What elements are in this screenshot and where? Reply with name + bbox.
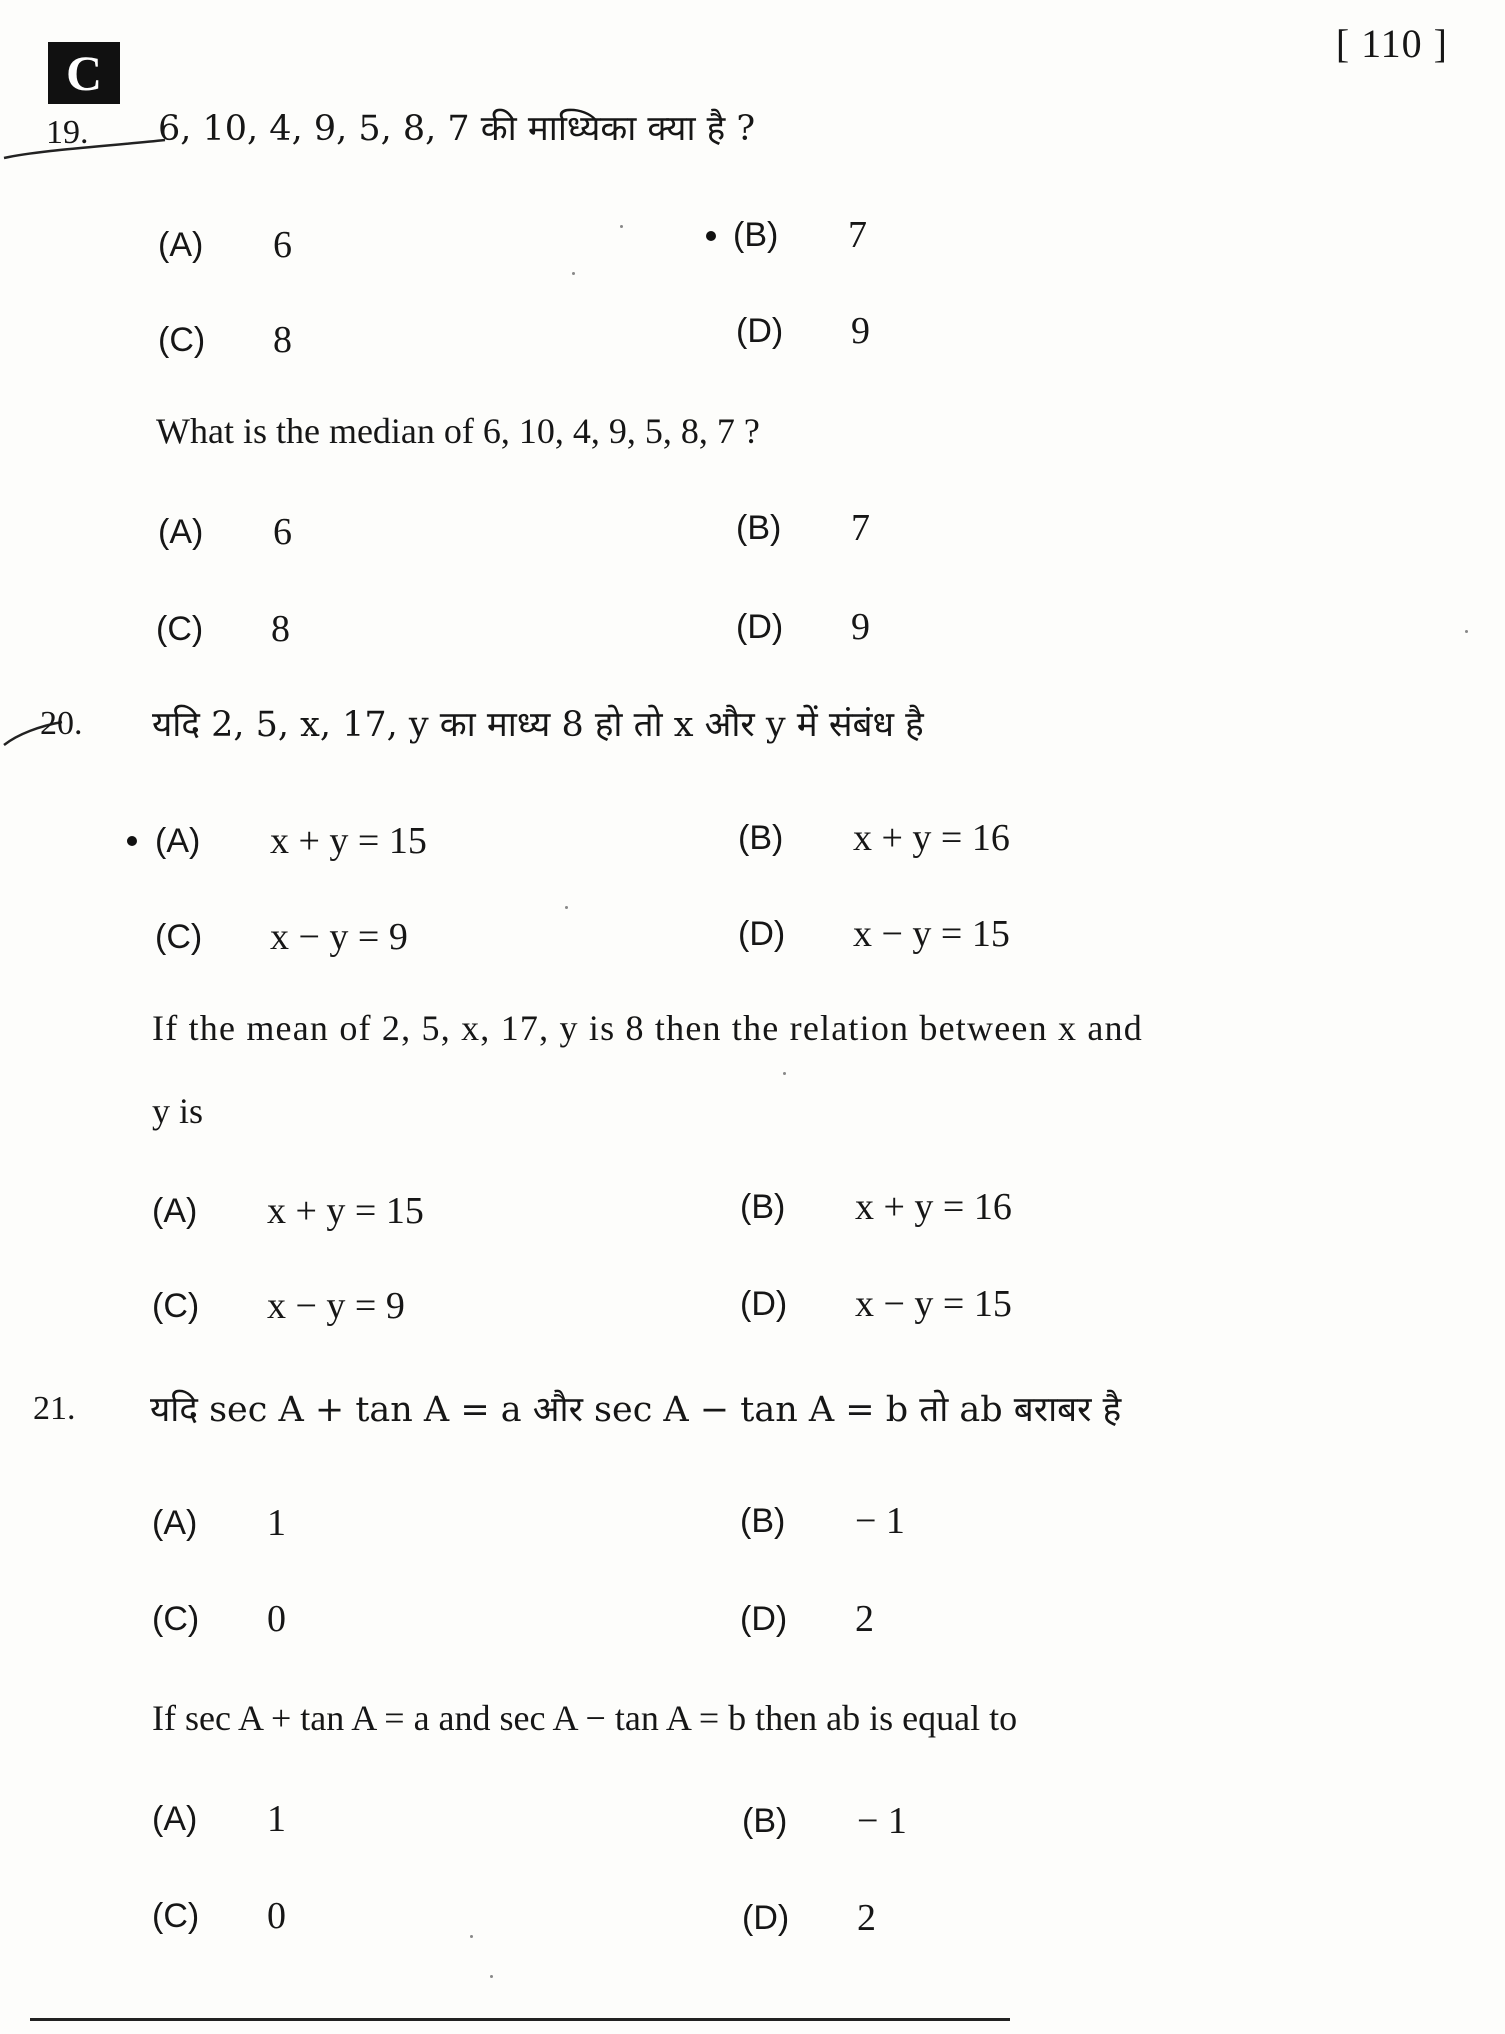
set-label-box: C [48,42,120,104]
option [736,503,870,553]
question-text-hindi: यदि sec A + tan A = a और sec A − tan A = b तो ab बराबर है [150,1390,1122,1430]
bottom-rule [30,2018,1010,2021]
option-label: (B) [738,818,784,857]
option [740,1496,905,1546]
option-value: − 1 [857,1800,907,1842]
option-value: 0 [267,1598,286,1640]
option-label: (B) [733,215,779,254]
option [152,1281,405,1331]
option [152,1594,286,1644]
scan-speck [620,225,623,228]
option-label: (A) [152,1799,198,1838]
option-value: 7 [851,507,870,549]
option-value: 9 [851,606,870,648]
option-value: x + y = 15 [267,1190,424,1232]
question-text-english: If sec A + tan A = a and sec A − tan A = b then ab is equal to [152,1698,1018,1738]
scan-speck [572,272,575,275]
option-label: (B) [740,1501,786,1540]
option-label: (B) [736,508,782,547]
question-text-hindi: 6, 10, 4, 9, 5, 8, 7 की माध्यिका क्या है ? [158,109,756,149]
option-value: x − y = 9 [270,916,408,958]
option [158,507,292,557]
option-label: (C) [156,609,204,648]
option-label: (B) [742,1801,788,1840]
option [158,315,292,365]
question-number: 21. [33,1390,76,1427]
option-label: (C) [152,1896,200,1935]
option-value: x − y = 15 [853,913,1010,955]
option [740,1279,1012,1329]
question-text-english-line2: y is [152,1091,204,1131]
option-label: (D) [736,607,784,646]
option [736,602,870,652]
answer-mark-20 [127,836,137,846]
option-value: 2 [857,1897,876,1939]
option-value: x − y = 15 [855,1283,1012,1325]
option [738,909,1010,959]
option [742,1893,876,1943]
option [740,1594,874,1644]
option-label: (A) [152,1503,198,1542]
option-label: (D) [740,1599,788,1638]
option-value: 6 [273,224,292,266]
answer-mark-19 [706,231,716,241]
option-value: x + y = 16 [855,1186,1012,1228]
option-value: x + y = 16 [853,817,1010,859]
option-value: 0 [267,1895,286,1937]
option-label: (C) [155,917,203,956]
option-label: (C) [158,320,206,359]
option-label: (A) [155,821,201,860]
page-number: [ 110 ] [1335,21,1448,66]
option [156,604,290,654]
option [152,1186,424,1236]
question-number: 20. [40,705,83,742]
scan-speck [565,906,568,909]
option [155,912,408,962]
option-value: − 1 [855,1500,905,1542]
option-value: 2 [855,1598,874,1640]
option-value: 6 [273,511,292,553]
option [736,306,870,356]
scan-speck [1465,630,1468,633]
option-label: (C) [152,1599,200,1638]
option-value: x + y = 15 [270,820,427,862]
option-label: (B) [740,1187,786,1226]
option [152,1891,286,1941]
scan-speck [783,1072,786,1075]
option-label: (D) [740,1284,788,1323]
option [152,1794,286,1844]
option-value: 9 [851,310,870,352]
question-text-hindi: यदि 2, 5, x, 17, y का माध्य 8 हो तो x और y में संबंध है [152,705,924,745]
option [742,1796,907,1846]
option [733,210,867,260]
option-label: (D) [742,1898,790,1937]
question-number: 19. [46,114,89,151]
option [740,1182,1012,1232]
option-label: (D) [738,914,786,953]
option [155,816,427,866]
question-text-english-line1: If the mean of 2, 5, x, 17, y is 8 then the relation between x and [152,1008,1143,1048]
option-value: 1 [267,1502,286,1544]
option [738,813,1010,863]
option-value: 8 [271,608,290,650]
option-label: (A) [158,512,204,551]
option-label: (A) [152,1191,198,1230]
option [158,220,292,270]
option-value: 7 [848,214,867,256]
option-label: (D) [736,311,784,350]
scan-speck [490,1975,493,1978]
option-value: 8 [273,319,292,361]
scan-speck [470,1935,473,1938]
option-value: x − y = 9 [267,1285,405,1327]
option-label: (C) [152,1286,200,1325]
question-text-english: What is the median of 6, 10, 4, 9, 5, 8, 7 ? [156,411,760,451]
option-value: 1 [267,1798,286,1840]
option [152,1498,286,1548]
option-label: (A) [158,225,204,264]
